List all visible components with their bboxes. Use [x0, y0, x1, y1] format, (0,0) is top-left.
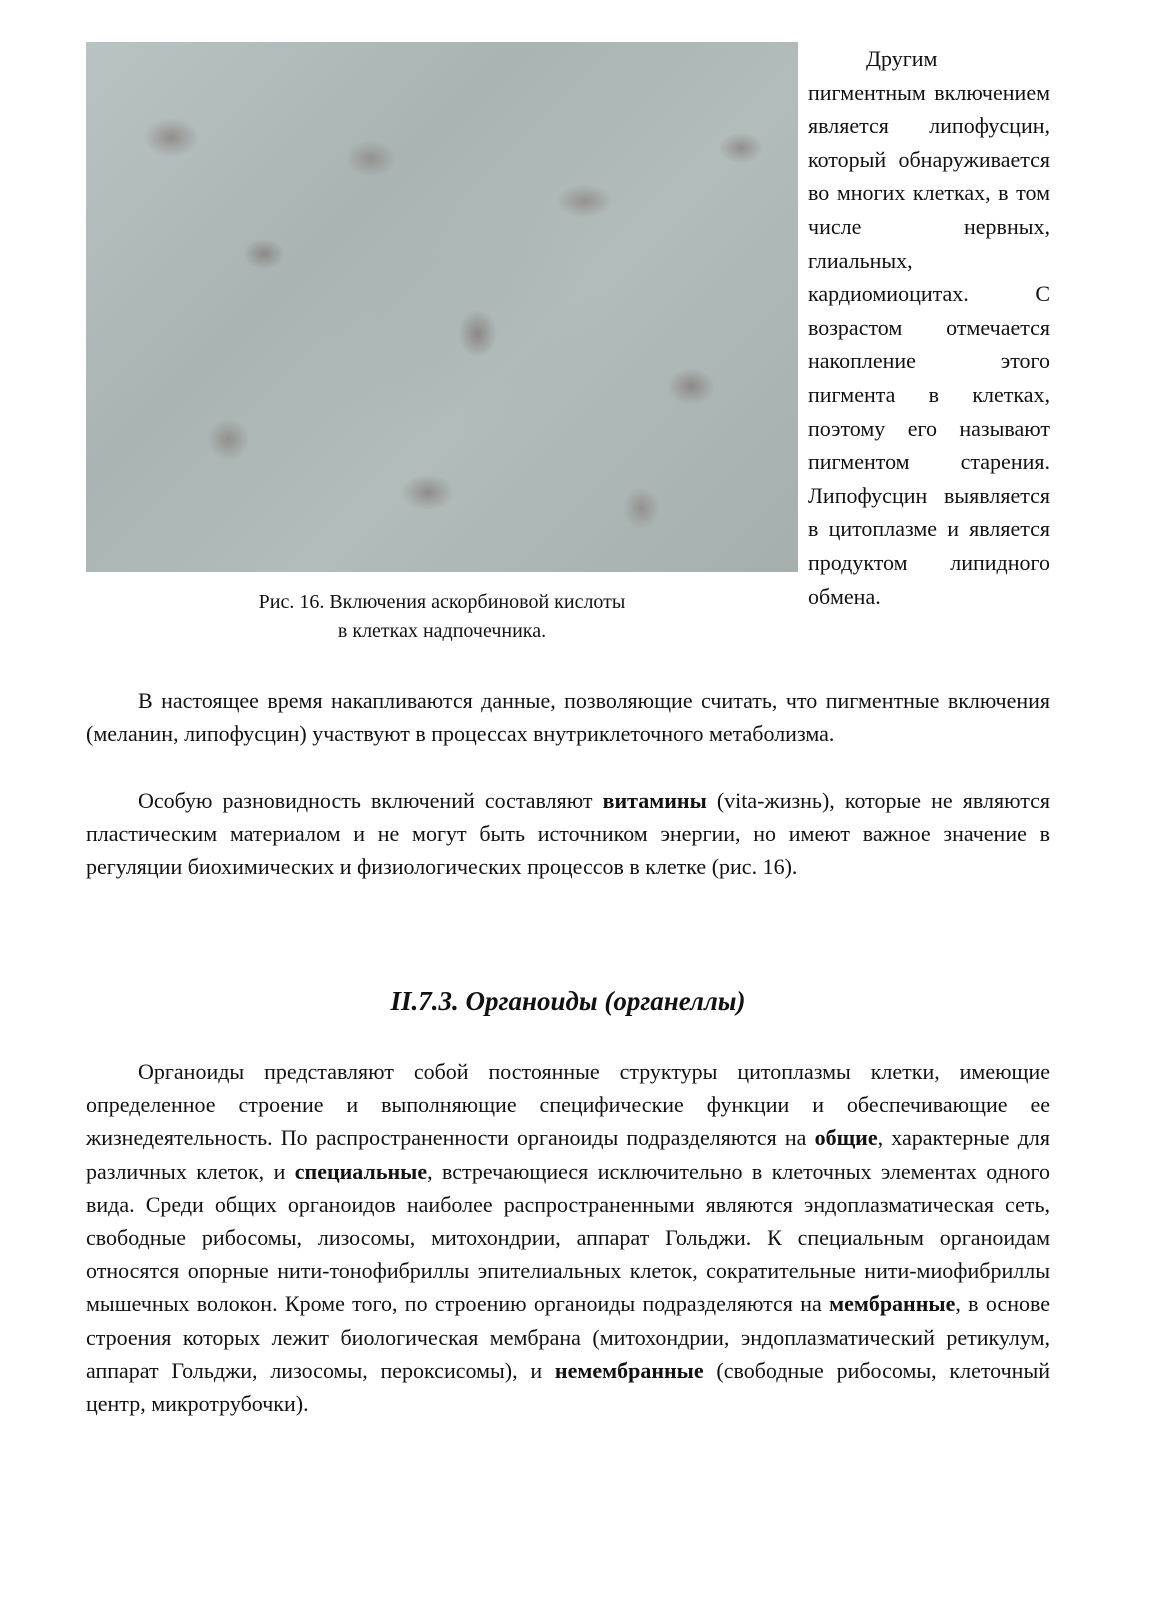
term-vitamins: витамины	[602, 788, 707, 813]
term-general: общие	[814, 1125, 878, 1151]
paragraph-vitamins	[86, 784, 1050, 884]
paragraph-metabolism: В настоящее время накапливаются данные, позволяющие считать, что пигментные включения (меланин, липофусцин) участвуют в процессах внутриклеточного метаболизма.	[86, 688, 1050, 747]
caption-line-2: в клетках надпочечника.	[337, 620, 547, 642]
term-special: специальные	[294, 1158, 428, 1184]
term-membrane: мембранные	[829, 1291, 956, 1317]
organoids-text-4: , в основе строения которых лежит биологическая мембрана (митохондрии, эндоплазматический ретикулум, аппарат Гольджи, лизосомы, пероксисомы), и	[86, 1291, 1050, 1383]
section-heading: II.7.3. Органоиды (органеллы)	[390, 986, 746, 1016]
organoids-text-5: (свободные рибосомы, клеточный центр, микротрубочки).	[86, 1357, 1051, 1417]
side-paragraph-text: Другим пигментным включением является липофусцин, который обнаруживается во многих клетках, в том числе нервных, глиальных, кардиомиоцитах. С возрастом отмечается накопление этого пигмента в клетках, поэтому его называют пигментом старения. Липофусцин выявляется в цитоплазме и является продуктом липидного обмена.	[808, 46, 1050, 609]
organoids-text-3: , встречающиеся исключительно в клеточных элементах одного вида. Среди общих органоидов наиболее распространенными являются эндоплазматическая сеть, свободные рибосомы, лизосомы, митохондрии, аппарат Гольджи. К специальным органоидам относятся опорные нити-тонофибриллы эпителиальных клеток, сократительные нити-миофибриллы мышечных волокон. Кроме того, по строению органоиды подразделяются на	[86, 1158, 1050, 1317]
organoids-text-1: Органоиды представляют собой постоянные структуры цитоплазмы клетки, имеющие определенное строение и выполняющие специфические функции и обеспечивающие ее жизнедеятельность. По распространенности органоиды подразделяются на	[86, 1059, 1050, 1151]
term-non-membrane: немембранные	[554, 1357, 704, 1383]
caption-line-1: Рис. 16. Включения аскорбиновой кислоты	[258, 591, 626, 613]
figure-caption	[86, 588, 798, 646]
organoids-text-2: , характерные для различных клеток, и	[86, 1125, 1050, 1184]
paragraph-organoids	[86, 1055, 1050, 1420]
micrograph-image	[86, 42, 798, 572]
paragraph-vitamins-text-2: (vita-жизнь), которые не являются пластическим материалом и не могут быть источником энергии, но имеют важное значение в регуляции биохимических и физиологических процессов в клетке (рис. 16).	[86, 788, 1050, 880]
paragraph-vitamins-text-1: Особую разновидность включений составляют	[138, 788, 603, 813]
side-paragraph-lipofuscin	[808, 42, 1050, 613]
